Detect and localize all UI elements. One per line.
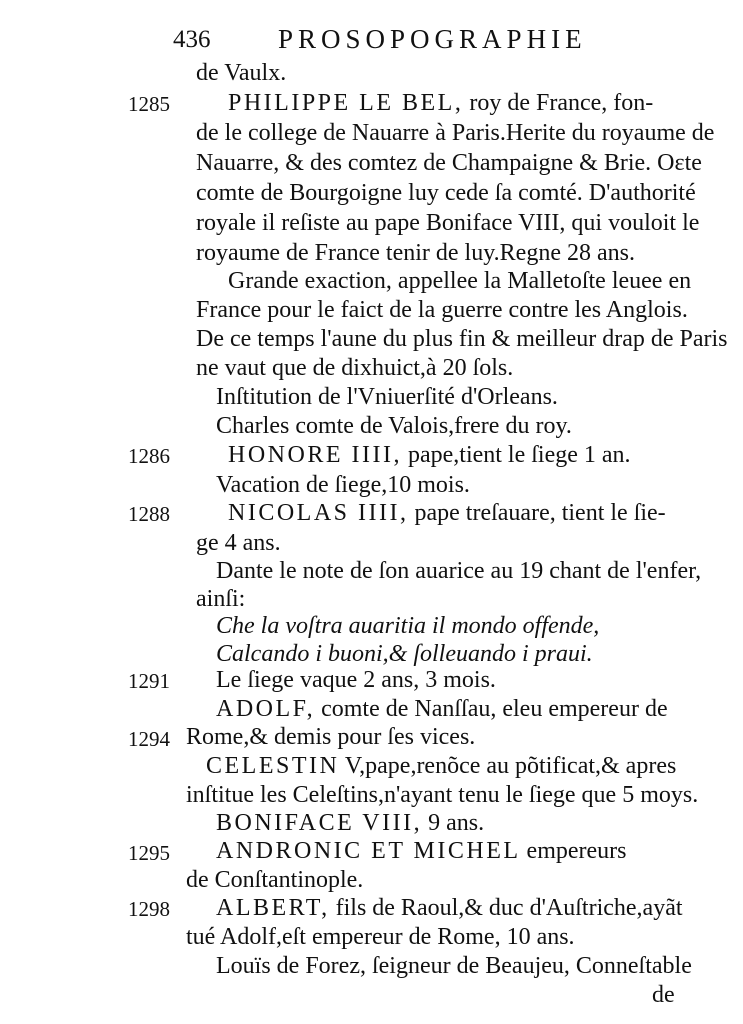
margin-year: 1291 [128, 669, 170, 693]
entry-name: BONIFACE VIII, [216, 810, 423, 836]
text-line: Rome,& demis pour ſes vices. [186, 724, 476, 750]
entry-name: NICOLAS IIII, [228, 500, 409, 526]
text-line: de Vaulx. [196, 60, 287, 86]
margin-year: 1288 [128, 502, 170, 526]
text-line [228, 498, 666, 528]
entry-name: ALBERT, [216, 895, 330, 921]
entry-text: empereurs [520, 838, 627, 864]
verse-line: Calcando i buoni,& ſolleuando i praui. [216, 641, 593, 667]
text-line: inſtitue les Celeſtins,n'ayant tenu le ſiege que 5 moys. [186, 782, 699, 808]
margin-year: 1294 [128, 727, 170, 751]
entry-text: pape treſauare, tient le ſie- [408, 500, 666, 526]
entry-name: ANDRONIC ET MICHEL [216, 838, 521, 864]
entry-name: CELESTIN [206, 753, 340, 779]
entry-text: V,pape,renõce au põtificat,& apres [339, 753, 677, 779]
text-line: comte de Bourgoigne luy cede ſa comté. D'authorité [196, 180, 696, 206]
text-line [228, 88, 653, 118]
page-number: 436 [173, 26, 211, 53]
text-line: de Conſtantinople. [186, 867, 364, 893]
text-line: Dante le note de ſon auarice au 19 chant de l'enfer, [216, 558, 702, 584]
margin-year: 1295 [128, 841, 170, 865]
entry-text: 9 ans. [422, 810, 485, 836]
text-line: France pour le faict de la guerre contre les Anglois. [196, 297, 688, 323]
verse-line: Che la voſtra auaritia il mondo offende, [216, 613, 600, 639]
margin-year: 1298 [128, 897, 170, 921]
entry-text: pape,tient le ſiege 1 an. [401, 442, 631, 468]
text-line: tué Adolf,eſt empereur de Rome, 10 ans. [186, 924, 575, 950]
entry-text: comte de Nanſſau, eleu empereur de [315, 696, 668, 722]
text-line [216, 808, 484, 838]
text-line: de le college de Nauarre à Paris.Herite du royaume de [196, 120, 715, 146]
text-line [216, 694, 668, 724]
running-title: PROSOPOGRAPHIE [278, 24, 587, 54]
text-line: royaume de France tenir de luy.Regne 28 ans. [196, 240, 635, 266]
catchword: de [652, 982, 675, 1008]
text-line: ainſi: [196, 586, 246, 612]
margin-year: 1286 [128, 444, 170, 468]
entry-name: PHILIPPE LE BEL, [228, 90, 464, 116]
entry-name: HONORE IIII, [228, 442, 402, 468]
entry-text: fils de Raoul,& duc d'Auſtriche,ayãt [329, 895, 683, 921]
entry-name: ADOLF, [216, 696, 316, 722]
text-line: Nauarre, & des comtez de Champaigne & Brie. Oɛte [196, 150, 702, 176]
text-line: Le ſiege vaque 2 ans, 3 mois. [216, 667, 496, 693]
text-line [228, 440, 631, 470]
text-line: Grande exaction, appellee la Malletoſte leuee en [228, 268, 692, 294]
text-line [216, 893, 683, 923]
text-line: De ce temps l'aune du plus fin & meilleur drap de Paris [196, 326, 728, 352]
text-line: ne vaut que de dixhuict,à 20 ſols. [196, 355, 514, 381]
text-line: royale il reſiste au pape Boniface VIII, qui vouloit le [196, 210, 700, 236]
text-line: Louïs de Forez, ſeigneur de Beaujeu, Conneſtable [216, 953, 692, 979]
text-line [216, 836, 627, 866]
text-line [206, 751, 676, 781]
text-line: Charles comte de Valois,frere du roy. [216, 413, 572, 439]
text-line: Vacation de ſiege,10 mois. [216, 472, 470, 498]
text-line: ge 4 ans. [196, 530, 281, 556]
text-line: Inſtitution de l'Vniuerſité d'Orleans. [216, 384, 558, 410]
entry-text: roy de France, fon- [463, 90, 654, 116]
margin-year: 1285 [128, 92, 170, 116]
